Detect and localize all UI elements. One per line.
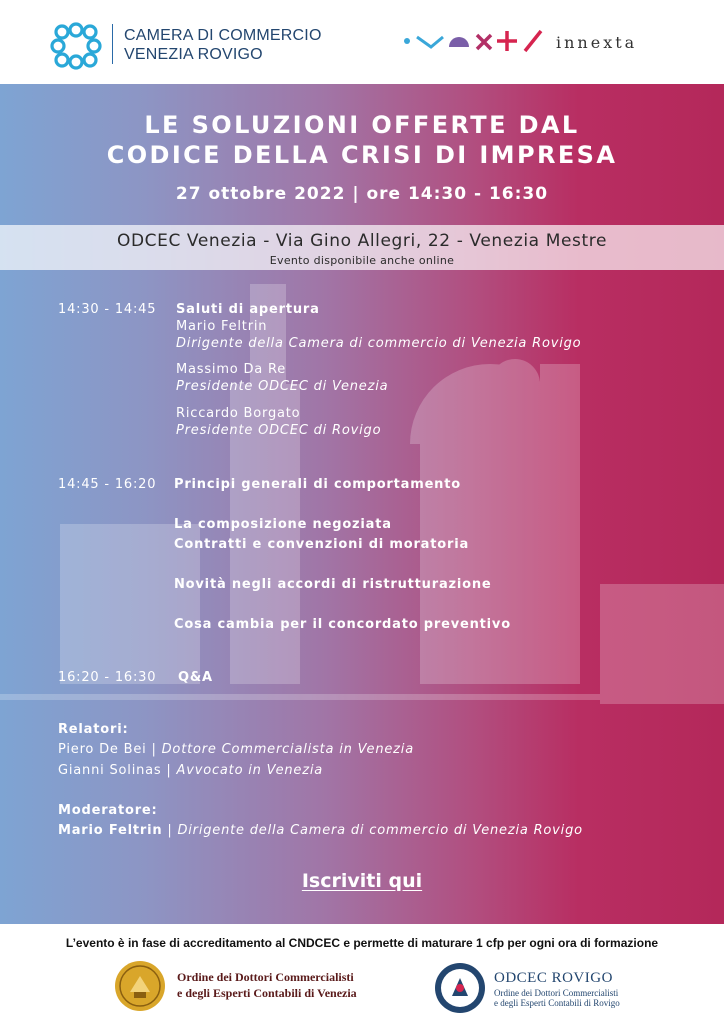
footer <box>0 924 724 1024</box>
separator: | <box>161 763 177 778</box>
event-venue: ODCEC Venezia - Via Gino Allegri, 22 - Venezia Mestre <box>116 231 608 251</box>
moderatore-role: Dirigente della Camera di commercio di Venezia Rovigo <box>177 823 583 838</box>
event-date: 27 ottobre 2022 | ore 14:30 - 16:30 <box>175 184 549 204</box>
relatore-role: Avvocato in Venezia <box>176 763 324 778</box>
event-title <box>0 110 724 170</box>
ccvr-line-1: CAMERA DI COMMERCIO <box>124 27 322 44</box>
separator: | <box>162 823 178 838</box>
relatore-row <box>58 742 414 757</box>
venezia-seal-icon <box>114 960 166 1012</box>
topic-item: La composizione negoziata <box>174 517 392 532</box>
header <box>0 0 724 84</box>
topic-item: Cosa cambia per il concordato preventivo <box>174 617 511 632</box>
relatore-name: Piero De Bei <box>58 742 147 757</box>
register-link[interactable]: Iscriviti qui <box>301 870 423 892</box>
title-line-2: CODICE DELLA CRISI DI IMPRESA <box>106 141 618 169</box>
speaker-role: Presidente ODCEC di Venezia <box>176 379 389 394</box>
hero-section <box>0 84 724 924</box>
venice-background-illustration <box>0 84 724 924</box>
venezia-line-1: Ordine dei Dottori Commercialisti <box>177 970 354 984</box>
innexta-mark-icon <box>403 29 545 53</box>
session-1-time: 14:30 - 14:45 <box>58 302 157 317</box>
topic-item: Novità negli accordi di ristrutturazione <box>174 577 492 592</box>
rovigo-title: ODCEC ROVIGO <box>494 970 613 986</box>
speaker-name: Massimo Da Re <box>176 362 287 377</box>
rovigo-line-1: Ordine dei Dottori Commercialisti <box>494 988 619 998</box>
session-3-title: Q&A <box>178 670 213 685</box>
venezia-line-2: e degli Esperti Contabili di Venezia <box>177 986 357 1000</box>
relatori-heading: Relatori: <box>58 722 129 737</box>
speaker-role: Presidente ODCEC di Rovigo <box>176 423 382 438</box>
speaker-name: Mario Feltrin <box>176 319 268 334</box>
speaker-role: Dirigente della Camera di commercio di Venezia Rovigo <box>176 336 582 351</box>
innexta-wordmark: innexta <box>556 33 638 52</box>
relatore-name: Gianni Solinas <box>58 763 162 778</box>
title-line-1: LE SOLUZIONI OFFERTE DAL <box>144 111 580 139</box>
ccvr-line-2: VENEZIA ROVIGO <box>124 46 263 63</box>
logo-divider <box>112 24 113 64</box>
topic-item: Contratti e convenzioni di moratoria <box>174 537 470 552</box>
ccvr-logo-icon <box>50 22 102 70</box>
session-2-time: 14:45 - 16:20 <box>58 477 157 492</box>
speaker-name: Riccardo Borgato <box>176 406 301 421</box>
session-1-title: Saluti di apertura <box>176 302 320 317</box>
moderatore-row <box>58 823 583 838</box>
session-2-title: Principi generali di comportamento <box>174 477 461 492</box>
rovigo-line-2: e degli Esperti Contabili di Rovigo <box>494 998 620 1008</box>
online-note: Evento disponibile anche online <box>269 254 455 267</box>
venezia-order-name <box>177 969 357 1001</box>
rovigo-order-name <box>494 988 620 1008</box>
moderatore-name: Mario Feltrin <box>58 823 163 838</box>
moderatore-heading: Moderatore: <box>58 803 158 818</box>
rovigo-seal-icon <box>434 962 486 1014</box>
relatore-role: Dottore Commercialista in Venezia <box>161 742 414 757</box>
accreditation-note: L’evento è in fase di accreditamento al CNDCEC e permette di maturare 1 cfp per ogni ora di formazione <box>65 936 659 950</box>
relatore-row <box>58 763 323 778</box>
ccvr-name <box>124 26 322 64</box>
separator: | <box>146 742 162 757</box>
session-3-time: 16:20 - 16:30 <box>58 670 157 685</box>
